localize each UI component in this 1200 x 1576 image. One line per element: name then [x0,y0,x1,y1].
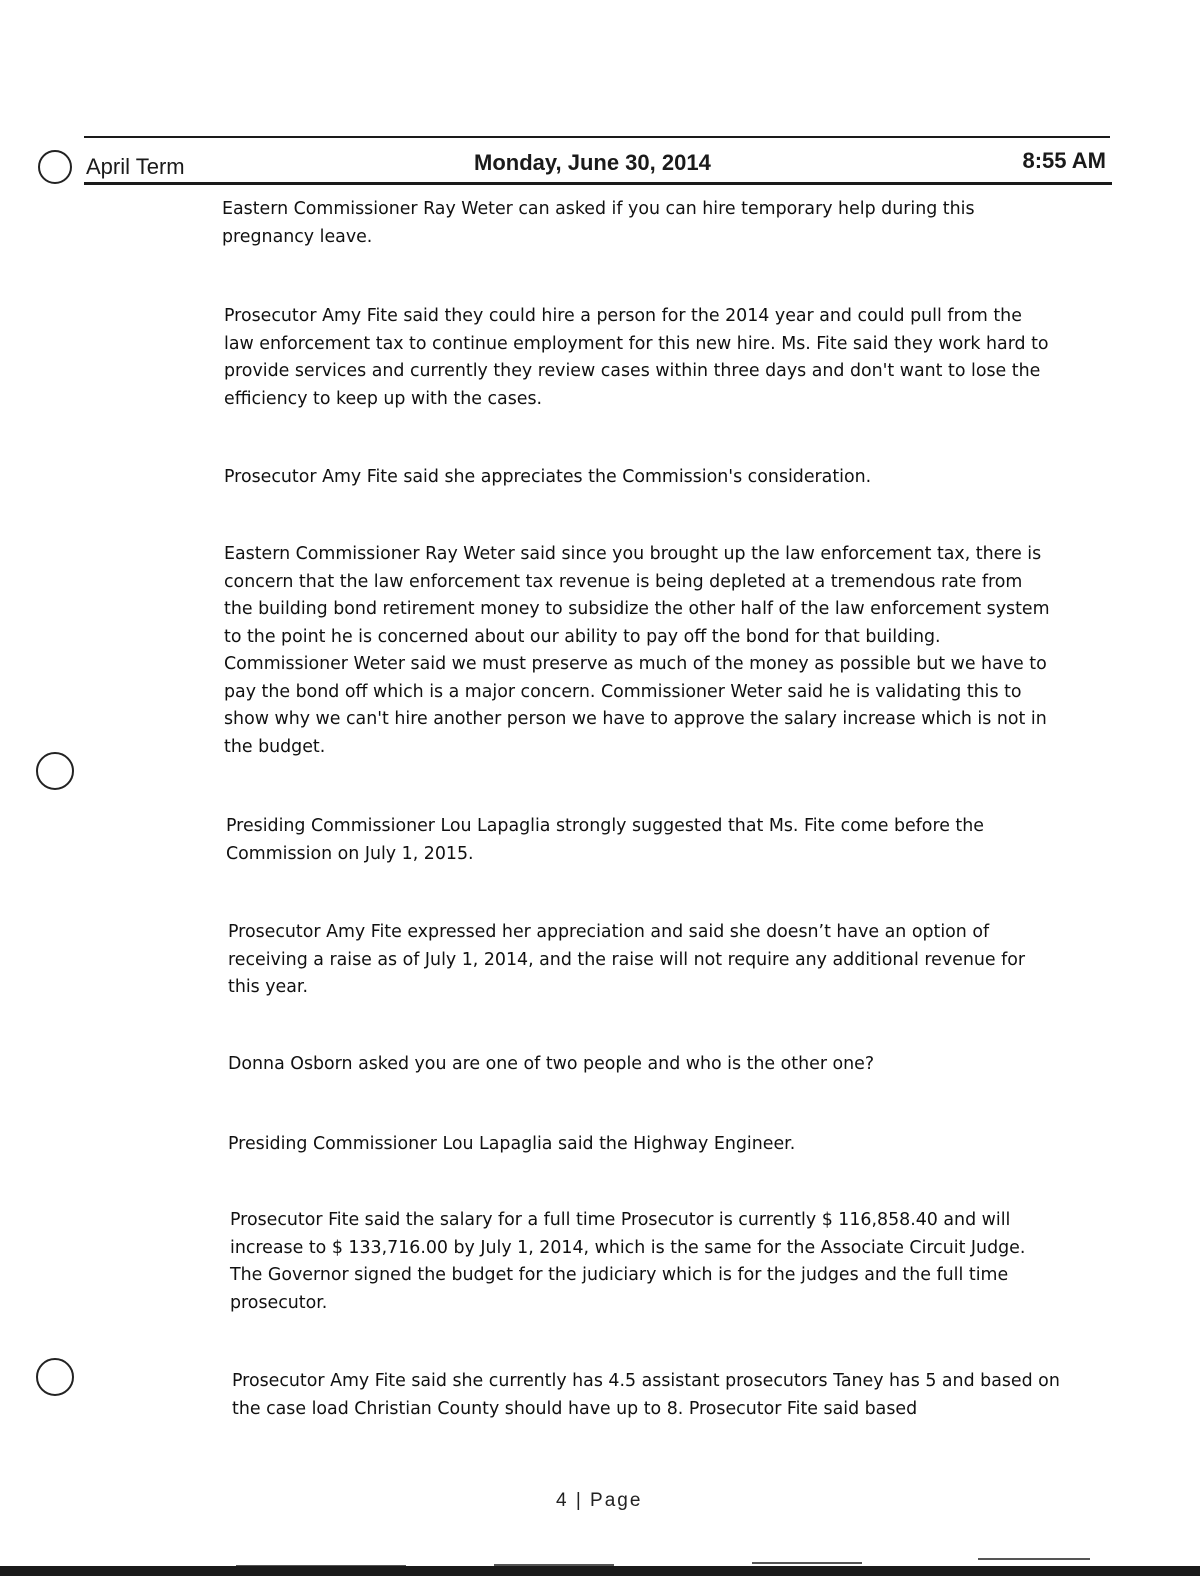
paragraph: Presiding Commissioner Lou Lapaglia said the Highway Engineer. [228,1134,796,1154]
page-bottom-edge [0,1566,1200,1576]
paragraph: Prosecutor Amy Fite said they could hire a person for the 2014 year and could pull from the law enforcement tax to continue employment for this new hire. Ms. Fite said they work hard to provide services and currently they review cases within three days and don't want to lose the efficiency to keep up with the cases. [224,306,1049,409]
paragraph: Presiding Commissioner Lou Lapaglia strongly suggested that Ms. Fite come before the Commission on July 1, 2015. [226,816,984,864]
paragraph: Eastern Commissioner Ray Weter said since you brought up the law enforcement tax, there is concern that the law enforcement tax revenue is being depleted at a tremendous rate from the building bond retirement money to subsidize the other half of the law enforcement system to the point he is concerned about our ability to pay off the bond for that building. Commissioner Weter said we must preserve as much of the money as possible but we have to pay the bond off which is a major concern. Commissioner Weter said he is validating this to show why we can't hire another person we have to approve the salary increase which is not in the budget. [224,544,1050,757]
page-number: 4 | Page [556,1490,643,1511]
meeting-time: 8:55 AM [1022,148,1106,173]
scan-mark [752,1562,862,1564]
paragraph: Prosecutor Fite said the salary for a full time Prosecutor is currently $ 116,858.40 and will increase to $ 133,716.00 by July 1, 2014, which is the same for the Associate Circuit Judge. The Governor signed the budget for the judiciary which is for the judges and the full time prosecutor. [230,1210,1026,1313]
term-label: April Term [86,154,185,179]
paragraph: Donna Osborn asked you are one of two people and who is the other one? [228,1054,875,1074]
punch-hole-bottom [36,1358,74,1396]
meeting-date: Monday, June 30, 2014 [474,150,711,175]
paragraph: Eastern Commissioner Ray Weter can asked if you can hire temporary help during this pregnancy leave. [222,199,975,247]
header-rule-top [84,136,1110,138]
paragraph: Prosecutor Amy Fite expressed her appreciation and said she doesn’t have an option of receiving a raise as of July 1, 2014, and the raise will not require any additional revenue for this year. [228,922,1026,997]
punch-hole-middle [36,752,74,790]
paragraph: Prosecutor Amy Fite said she appreciates the Commission's consideration. [224,467,872,487]
punch-hole-top [38,150,72,184]
header-rule-bottom [84,182,1112,185]
paragraph: Prosecutor Amy Fite said she currently has 4.5 assistant prosecutors Taney has 5 and based on the case load Christian County should have up to 8. Prosecutor Fite said based [232,1371,1060,1419]
scan-mark [978,1558,1090,1560]
page-header [86,146,1108,180]
